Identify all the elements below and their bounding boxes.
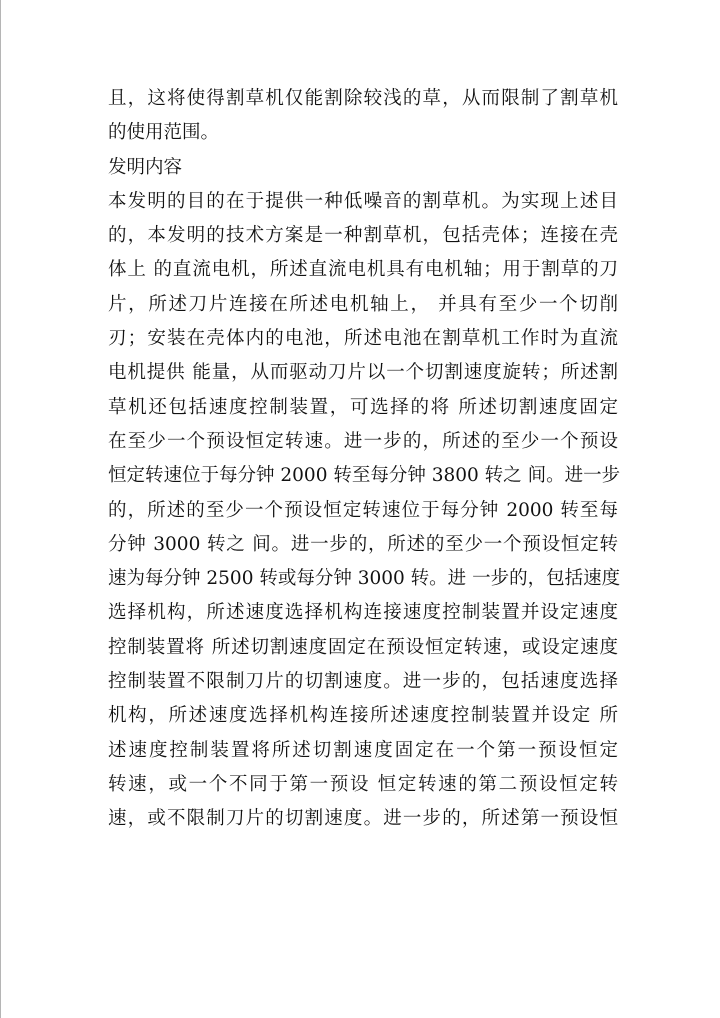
- text-line: 述速度控制装置将所述切割速度固定在一个第一预设恒定: [108, 739, 618, 761]
- text-line: 恒定转速位于每分钟 2000 转至每分钟 3800 转之 间。进一步: [108, 465, 621, 487]
- text-line: 的使用范围。: [108, 122, 220, 144]
- text-line: 控制装置将 所述切割速度固定在预设恒定转速，或设定速度: [108, 636, 618, 658]
- text-line: 体上 的直流电机，所述直流电机具有电机轴；用于割草的刀: [108, 259, 618, 281]
- text-line: 转速，或一个不同于第一预设 恒定转速的第二预设恒定转: [108, 773, 618, 795]
- text-line: 机构，所述速度选择机构连接所述速度控制装置并设定 所: [108, 705, 618, 727]
- text-line: 分钟 3000 转之 间。进一步的，所述的至少一个预设恒定转: [108, 533, 618, 555]
- text-line: 电机提供 能量，从而驱动刀片以一个切割速度旋转；所述割: [108, 362, 618, 384]
- body-text: [108, 82, 621, 837]
- text-line: 本发明的目的在于提供一种低噪音的割草机。为实现上述目: [108, 190, 618, 212]
- text-line: 的，所述的至少一个预设恒定转速位于每分钟 2000 转至每: [108, 499, 618, 521]
- text-line: 且，这将使得割草机仅能割除较浅的草，从而限制了割草机: [108, 88, 618, 109]
- section-heading: 发明内容: [108, 156, 183, 178]
- text-line: 选择机构，所述速度选择机构连接速度控制装置并设定速度: [108, 602, 618, 624]
- text-line: 在至少一个预设恒定转速。进一步的，所述的至少一个预设: [108, 430, 618, 452]
- text-line: 片，所述刀片连接在所述电机轴上， 并具有至少一个切削: [108, 293, 618, 315]
- text-line: 刃；安装在壳体内的电池，所述电池在割草机工作时为直流: [108, 328, 618, 350]
- text-line: 速为每分钟 2500 转或每分钟 3000 转。进 一步的，包括速度: [108, 568, 621, 590]
- page-edge-rule: [0, 0, 1, 1018]
- text-line: 的，本发明的技术方案是一种割草机，包括壳体；连接在壳: [108, 225, 618, 247]
- text-line: 速，或不限制刀片的切割速度。进一步的，所述第一预设恒: [108, 808, 618, 830]
- text-line: 控制装置不限制刀片的切割速度。进一步的，包括速度选择: [108, 671, 618, 693]
- text-line: 草机还包括速度控制装置，可选择的将 所述切割速度固定: [108, 396, 618, 418]
